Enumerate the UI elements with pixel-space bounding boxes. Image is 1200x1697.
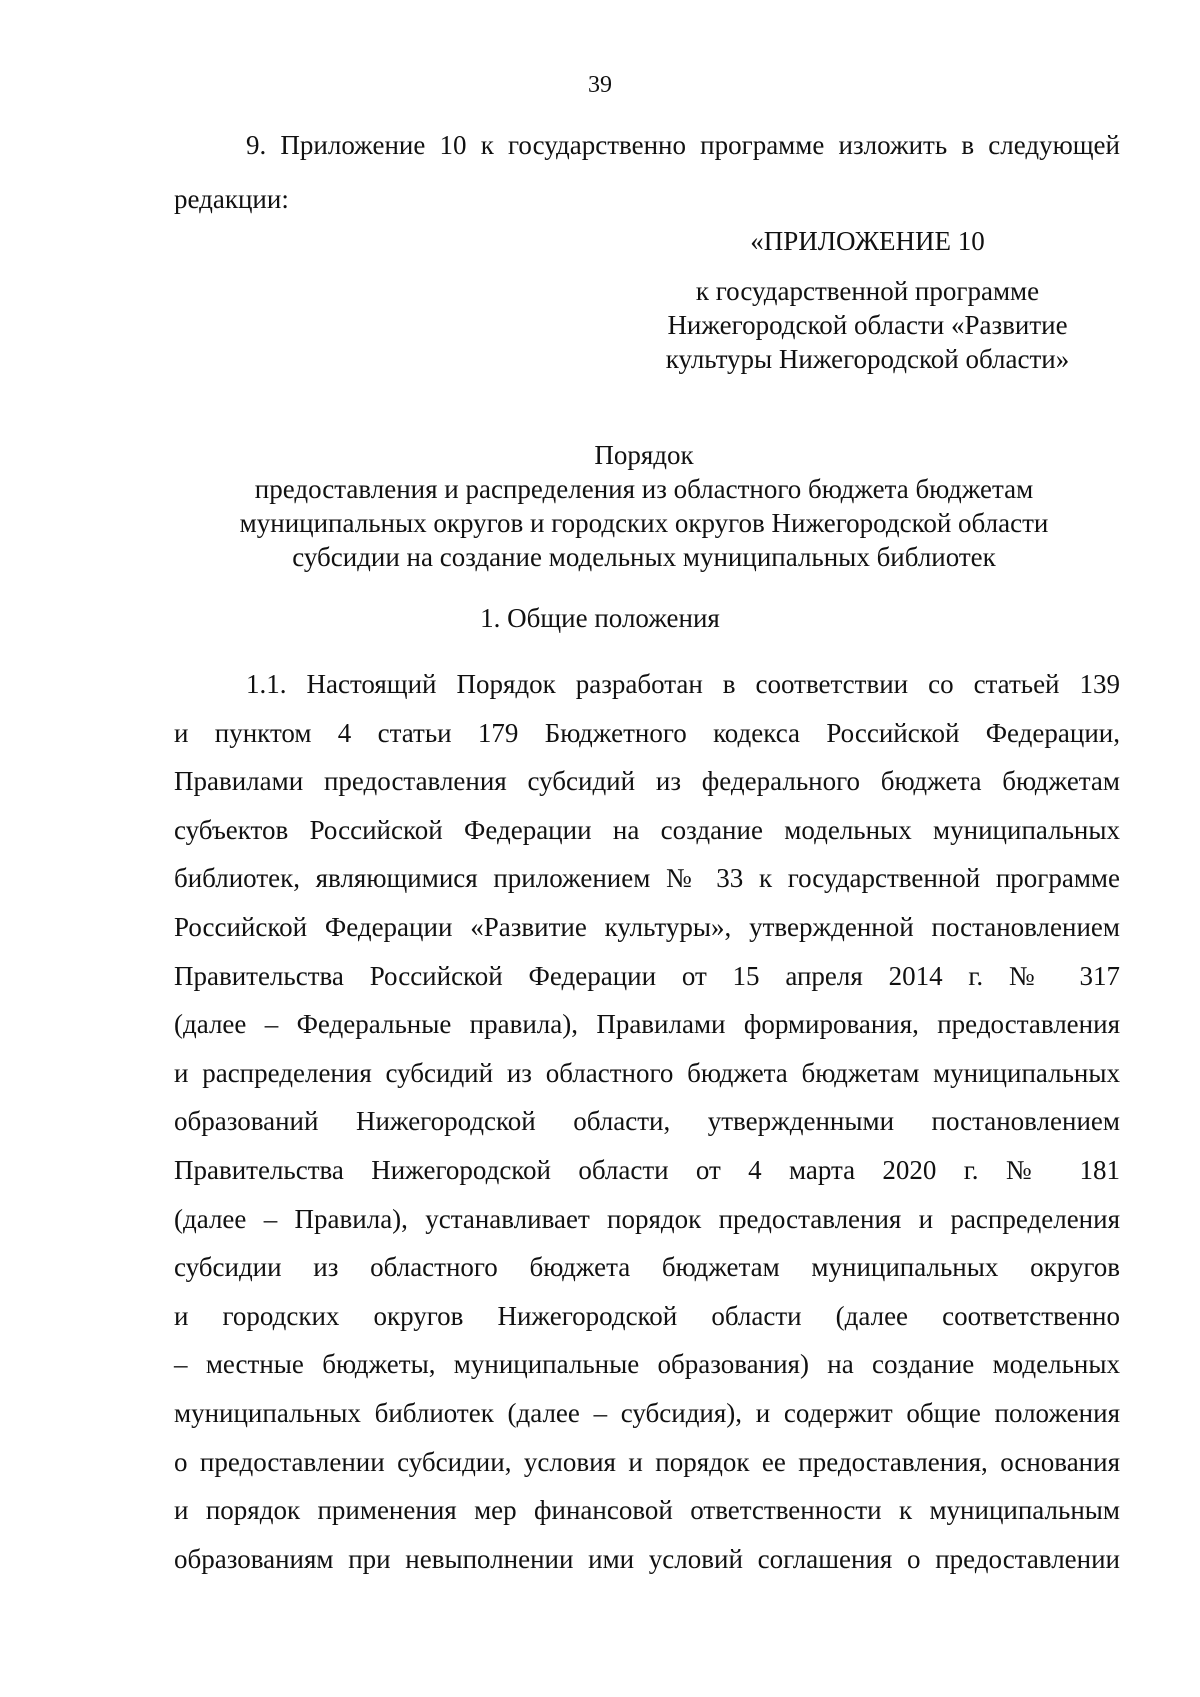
body-line: о предоставлении субсидии, условия и порядок ее предоставления, основания: [174, 1446, 1120, 1477]
body-line: образований Нижегородской области, утвержденными постановлением: [174, 1106, 1120, 1137]
body-line: Правительства Российской Федерации от 15 апреля 2014 г. № 317: [174, 960, 1120, 991]
appendix-subtitle: [640, 274, 1095, 376]
body-line: муниципальных библиотек (далее – субсидия), и содержит общие положения: [174, 1397, 1120, 1428]
section-title: 1. Общие положения: [480, 603, 720, 633]
body-line: и порядок применения мер финансовой ответственности к муниципальным: [174, 1495, 1120, 1526]
body-line: и городских округов Нижегородской области (далее соответственно: [174, 1300, 1120, 1331]
body-line: и распределения субсидий из областного бюджета бюджетам муниципальных: [174, 1057, 1120, 1088]
body-line: библиотек, являющимися приложением № 33 к государственной программе: [174, 863, 1120, 894]
body-line: Правительства Нижегородской области от 4 марта 2020 г. № 181: [174, 1154, 1120, 1185]
body-line: и пунктом 4 статьи 179 Бюджетного кодекса Российской Федерации,: [174, 717, 1120, 748]
appendix-subtitle-line: к государственной программе: [695, 276, 1040, 306]
document-heading: [160, 438, 1128, 574]
heading-line: предоставления и распределения из областного бюджета бюджетам: [254, 474, 1034, 504]
appendix-subtitle-line: культуры Нижегородской области»: [665, 344, 1070, 374]
body-line: субсидии из областного бюджета бюджетам муниципальных округов: [174, 1252, 1120, 1283]
heading-line: субсидии на создание модельных муниципальных библиотек: [292, 542, 996, 572]
heading-line: Порядок: [594, 440, 694, 470]
heading-line: муниципальных округов и городских округов Нижегородской области: [239, 508, 1049, 538]
body-line: субъектов Российской Федерации на создание модельных муниципальных: [174, 814, 1120, 845]
intro-paragraph: 9. Приложение 10 к государственно программе изложить в следующей редакции:: [174, 130, 1120, 214]
body-line: (далее – Правила), устанавливает порядок предоставления и распределения: [174, 1203, 1120, 1234]
body-line: образованиям при невыполнении ими условий соглашения о предоставлении: [174, 1543, 1120, 1574]
body-paragraph: [174, 660, 1120, 1583]
body-line: 1.1. Настоящий Порядок разработан в соответствии со статьей 139: [246, 669, 1120, 699]
appendix-subtitle-line: Нижегородской области «Развитие: [667, 310, 1068, 340]
appendix-title: «ПРИЛОЖЕНИЕ 10: [750, 226, 985, 256]
body-line: Российской Федерации «Развитие культуры», утвержденной постановлением: [174, 911, 1120, 942]
body-line: (далее – Федеральные правила), Правилами формирования, предоставления: [174, 1009, 1120, 1040]
page-number: 39: [588, 72, 612, 98]
body-line: – местные бюджеты, муниципальные образования) на создание модельных: [174, 1349, 1120, 1380]
body-line: Правилами предоставления субсидий из федерального бюджета бюджетам: [174, 766, 1120, 797]
